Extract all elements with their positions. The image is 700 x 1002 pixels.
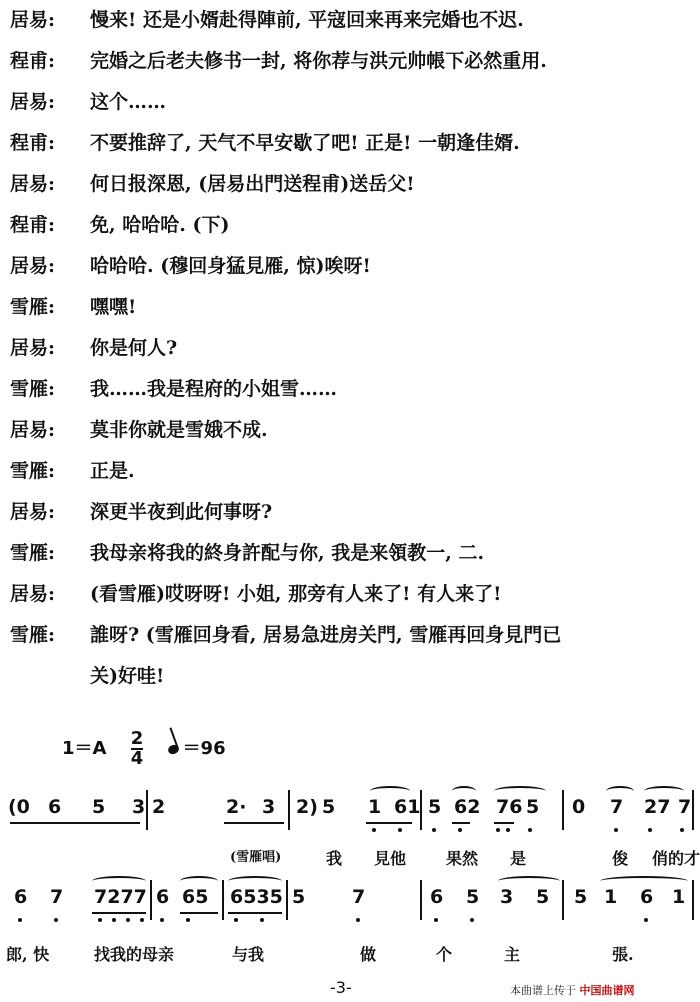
octave-dot — [140, 918, 144, 922]
dialogue-text: 哈哈哈. (穆回身猛見雁, 惊)唉呀! — [90, 255, 371, 277]
jianpu-note: 5 — [428, 796, 442, 818]
speaker-name: 雪雁: — [10, 296, 56, 318]
credit-site: 中国曲谱网 — [579, 984, 635, 997]
lyric-text: 見他 — [374, 849, 407, 868]
dialogue-line — [10, 295, 136, 319]
speaker-name: 程甫: — [10, 214, 56, 236]
lyric-text: 俏的才 — [652, 849, 700, 868]
octave-dot — [680, 828, 684, 832]
lyric-text: 做 — [360, 945, 377, 964]
bar-line — [150, 880, 152, 920]
tempo-bpm: ＝96 — [182, 738, 226, 759]
jianpu-note: 5 — [322, 796, 336, 818]
bar-line — [692, 880, 694, 920]
octave-dot — [648, 828, 652, 832]
jianpu-note: 27 — [644, 796, 671, 818]
octave-dot — [470, 918, 474, 922]
dialogue-text: 免, 哈哈哈. (下) — [90, 214, 230, 236]
octave-dot — [458, 828, 462, 832]
speaker-name: 程甫: — [10, 50, 56, 72]
lyric-text: 俊 — [612, 849, 629, 868]
speaker-name: 居易: — [10, 9, 56, 31]
octave-dot — [260, 918, 264, 922]
jianpu-note: 6535 — [230, 886, 283, 908]
dialogue-line — [10, 500, 272, 524]
jianpu-note: 65 — [182, 886, 209, 908]
octave-dot — [496, 828, 500, 832]
beam — [452, 822, 470, 824]
octave-dot — [112, 918, 116, 922]
jianpu-note: 1 — [672, 886, 686, 908]
dialogue-line — [10, 254, 371, 278]
speaker-name: 雪雁: — [10, 460, 56, 482]
time-denominator: 4 — [130, 748, 144, 769]
slur-mark — [644, 786, 684, 796]
dialogue-text: 不要推辞了, 天气不早安歇了吧! 正是! 一朝逢佳婿. — [90, 132, 520, 154]
dialogue-line — [10, 459, 135, 483]
slur-mark — [228, 876, 282, 886]
lyric-text: (雪雁唱) — [230, 850, 282, 865]
jianpu-note: 7 — [610, 796, 624, 818]
time-numerator: 2 — [130, 728, 144, 749]
bar-line — [286, 880, 288, 920]
octave-dot — [18, 918, 22, 922]
slur-mark — [452, 786, 476, 796]
octave-dot — [528, 828, 532, 832]
dialogue-line — [10, 213, 229, 237]
octave-dot — [98, 918, 102, 922]
dialogue-text: 深更半夜到此何事呀? — [90, 501, 273, 523]
dialogue-text: 慢来! 还是小婿赴得陣前, 平寇回来再来完婚也不迟. — [90, 9, 524, 31]
jianpu-note: 2 — [152, 796, 166, 818]
octave-dot — [614, 828, 618, 832]
bar-line — [146, 790, 148, 830]
jianpu-note: 6 — [48, 796, 62, 818]
speaker-name: 居易: — [10, 173, 56, 195]
jianpu-note: (0 — [8, 796, 30, 818]
jianpu-note: 5 — [466, 886, 480, 908]
bar-line — [562, 880, 564, 920]
slur-mark — [180, 876, 218, 886]
speaker-name: 居易: — [10, 419, 56, 441]
beam — [366, 822, 412, 824]
bar-line — [288, 790, 290, 830]
speaker-name: 居易: — [10, 583, 56, 605]
octave-dot — [506, 828, 510, 832]
dialogue-text: 正是. — [90, 460, 135, 482]
dialogue-line — [10, 623, 561, 647]
dialogue-line — [10, 418, 268, 442]
dialogue-text: 完婚之后老夫修书一封, 将你荐与洪元帅帳下必然重用. — [90, 50, 547, 72]
slur-mark — [92, 876, 146, 886]
lyric-text: 主 — [504, 945, 521, 964]
credit-text: 本曲谱上传于 — [510, 984, 576, 997]
speaker-name: 居易: — [10, 91, 56, 113]
slur-mark — [494, 786, 546, 796]
dialogue-text: 这个…… — [90, 91, 167, 113]
dialogue-line — [10, 336, 177, 360]
dialogue-text: 何日报深恩, (居易出門送程甫)送岳父! — [90, 173, 415, 195]
beam — [92, 912, 146, 914]
lyric-text: 我 — [326, 849, 343, 868]
jianpu-note: 2) — [296, 796, 318, 818]
dialogue-line — [10, 541, 484, 565]
speaker-name: 居易: — [10, 255, 56, 277]
jianpu-note: 1 — [604, 886, 618, 908]
dialogue-line — [10, 131, 520, 155]
octave-dot — [234, 918, 238, 922]
slur-mark — [498, 876, 560, 886]
bar-line — [692, 790, 694, 830]
jianpu-note: 62 — [454, 796, 481, 818]
upload-credit — [510, 982, 635, 998]
jianpu-note: 1 — [368, 796, 382, 818]
jianpu-note: 5 — [526, 796, 540, 818]
dialogue-line — [10, 8, 524, 32]
speaker-name: 雪雁: — [10, 378, 56, 400]
beam — [224, 822, 284, 824]
tempo-marking — [62, 730, 226, 768]
dialogue-line — [10, 582, 501, 606]
dialogue-line — [10, 377, 337, 401]
beam — [180, 912, 218, 914]
jianpu-note: 3 — [500, 886, 514, 908]
jianpu-note: 5 — [92, 796, 106, 818]
jianpu-note: 6 — [430, 886, 444, 908]
octave-dot — [186, 918, 190, 922]
dialogue-continuation: 关)好哇! — [90, 665, 165, 687]
page-number: -3- — [330, 978, 352, 997]
bar-line — [420, 790, 422, 830]
time-signature — [131, 730, 144, 768]
lyric-text: 与我 — [232, 945, 265, 964]
dialogue-line — [10, 49, 547, 73]
octave-dot — [126, 918, 130, 922]
slur-mark — [606, 786, 634, 796]
dialogue-text: 我母亲将我的終身許配与你, 我是来領教一, 二. — [90, 542, 485, 564]
jianpu-note: 7 — [352, 886, 366, 908]
jianpu-note: 0 — [572, 796, 586, 818]
lyric-text: 是 — [510, 849, 527, 868]
bar-line — [420, 880, 422, 920]
dialogue-text: 你是何人? — [90, 337, 178, 359]
lyric-text: 郎, 快 — [6, 945, 50, 964]
dialogue-line — [10, 90, 166, 114]
jianpu-note: 5 — [536, 886, 550, 908]
dialogue-text: 誰呀? (雪雁回身看, 居易急进房关門, 雪雁再回身見門已 — [90, 624, 562, 646]
quarter-note-icon — [166, 743, 179, 755]
lyric-text: 个 — [436, 945, 453, 964]
jianpu-note: 7 — [50, 886, 64, 908]
bar-line — [222, 880, 224, 920]
beam — [228, 912, 282, 914]
octave-dot — [372, 828, 376, 832]
octave-dot — [432, 828, 436, 832]
lyric-text: 張. — [612, 945, 634, 964]
dialogue-text: 莫非你就是雪娥不成. — [90, 419, 268, 441]
octave-dot — [356, 918, 360, 922]
bar-line — [562, 790, 564, 830]
dialogue-text: (看雪雁)哎呀呀! 小姐, 那旁有人来了! 有人来了! — [90, 583, 502, 605]
jianpu-note: 61 — [394, 796, 421, 818]
jianpu-note: 6 — [14, 886, 28, 908]
jianpu-note: 2· — [226, 796, 247, 818]
jianpu-note: 7 — [678, 796, 692, 818]
lyric-text: 找我的母亲 — [94, 945, 175, 964]
octave-dot — [160, 918, 164, 922]
jianpu-note: 3 — [132, 796, 146, 818]
speaker-name: 居易: — [10, 337, 56, 359]
speaker-name: 雪雁: — [10, 542, 56, 564]
octave-dot — [398, 828, 402, 832]
jianpu-note: 5 — [292, 886, 306, 908]
slur-mark — [370, 786, 410, 796]
beam — [494, 822, 514, 824]
jianpu-note: 5 — [574, 886, 588, 908]
dialogue-line — [10, 172, 415, 196]
jianpu-note: 6 — [156, 886, 170, 908]
octave-dot — [54, 918, 58, 922]
speaker-name: 程甫: — [10, 132, 56, 154]
slur-mark — [600, 876, 688, 886]
jianpu-note: 3 — [262, 796, 276, 818]
beam — [10, 822, 140, 824]
speaker-name: 居易: — [10, 501, 56, 523]
octave-dot — [434, 918, 438, 922]
key-signature: 1＝A — [62, 738, 107, 759]
jianpu-note: 76 — [496, 796, 523, 818]
dialogue-text: 我……我是程府的小姐雪…… — [90, 378, 338, 400]
dialogue-text: 嘿嘿! — [90, 296, 137, 318]
speaker-name: 雪雁: — [10, 624, 56, 646]
octave-dot — [644, 918, 648, 922]
jianpu-note: 6 — [640, 886, 654, 908]
jianpu-note: 7277 — [94, 886, 147, 908]
lyric-text: 果然 — [446, 849, 479, 868]
